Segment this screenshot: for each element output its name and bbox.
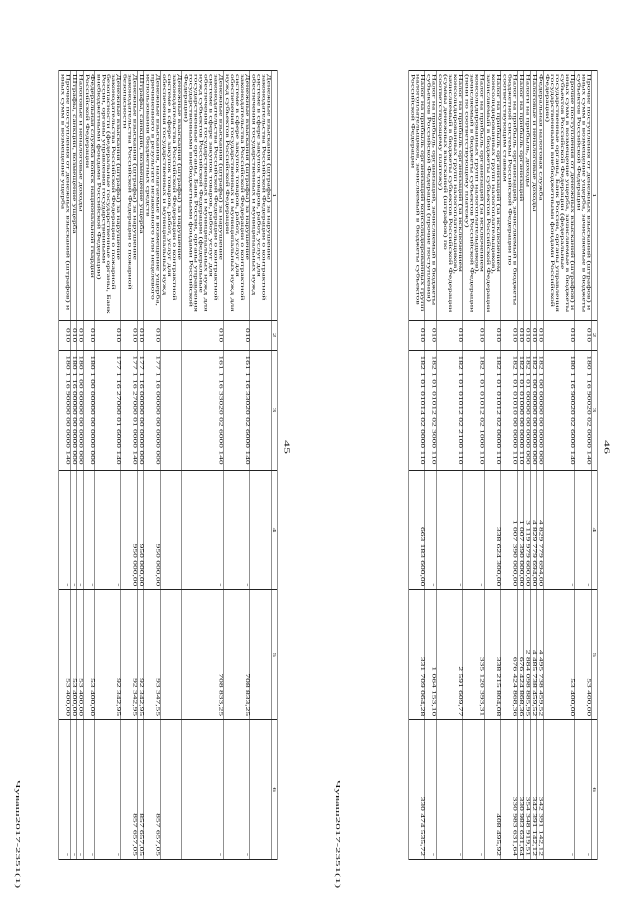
unexecuted-amount-cell: - [463,720,484,860]
executed-amount-cell [160,590,181,720]
unexecuted-amount-cell: - [425,720,436,860]
budget-code-cell: 180 1 00 00000 00 0000 000 [83,350,94,470]
unexecuted-amount-cell: 342 391 142,12 [537,720,543,860]
executed-amount-cell: 2 884 098 885,95 [524,590,530,720]
approved-amount-cell: - [182,470,223,590]
table-row [537,71,543,860]
approved-amount-cell: - [543,470,574,590]
approved-amount-cell: - [463,470,484,590]
page-number: 46 [602,440,610,454]
executed-amount-cell: 4 485 738 459,52 [530,590,536,720]
row-name-cell: Налог на прибыль организаций, зачисляемый в бюджеты бюджетной системы Российской Федерации по соответствующим ставкам [501,71,517,321]
table-body [409,71,591,860]
table-row [250,71,271,860]
line-code-cell: 010 [524,320,530,350]
row-name-cell: Налоговые и неналоговые доходы [77,71,83,321]
table-row [77,71,83,860]
approved-amount-cell: 950 000,00 [121,470,137,590]
row-name-cell: Налог на прибыль организаций (за исключением консолидированных групп налогоплательщиков), зачисляемый в бюджеты субъектов Российской Федерации [484,71,500,321]
approved-amount-cell: 663 183 600,00 [409,470,425,590]
table-body [59,71,271,860]
line-code-cell: 010 [501,320,517,350]
budget-code-cell: 182 1 01 01014 02 0000 110 [409,350,425,470]
row-name-cell: Прочие поступления от денежных взысканий (штрафов) и иных сумм в возмещение ущерба [59,71,70,321]
unexecuted-amount-cell: - [182,720,223,860]
budget-code-cell: 182 1 01 00000 00 0000 000 [524,350,530,470]
table-row [121,71,137,860]
row-name-cell: Налог на прибыль организаций (за исключением консолидированных групп налогоплательщиков), зачисляемый в бюджеты субъектов Российской Федерации (пени по соответствующему платежу) [463,71,484,321]
unexecuted-amount-cell: 408 495,92 [484,720,500,860]
unexecuted-amount-cell: 330 474 535,72 [409,720,425,860]
row-name-cell: Денежные взыскания (штрафы) за нарушение законодательства Российской Федерации о контрактной системе в сфере закупок товаров, работ, услуг для обеспечения государственных и муниципальных нужд для нужд субъектов Российской Федерации (федеральные государственные органы, Банк России, органы управления государственными внебюджетными фондами Российской Федерации) [182,71,223,321]
line-code-cell: 010 [95,320,121,350]
table-row [83,71,94,860]
table-row [543,71,574,860]
unexecuted-amount-cell: 857 657,05 [121,720,137,860]
unexecuted-amount-cell: 330 983 631,64 [501,720,517,860]
budget-code-cell: 182 1 00 00000 00 0000 000 [537,350,543,470]
executed-amount-cell [250,590,271,720]
approved-amount-cell: - [59,470,70,590]
column-header: 1 [271,71,277,321]
line-code-cell: 010 [425,320,436,350]
budget-code-cell: 177 1 16 00000 00 0000 000 [137,350,143,470]
executed-amount-cell: 708 833,25 [223,590,249,720]
column-header: 4 [591,470,597,590]
budget-code-cell: 161 1 16 33020 02 6000 140 [182,350,223,470]
approved-amount-cell: 1 007 390 000,00 [517,470,523,590]
budget-code-cell: 180 1 16 90020 02 6000 140 [543,350,574,470]
executed-amount-cell: 1 064 153,10 [425,590,436,720]
revenue-table [58,70,277,860]
table-row [223,71,249,860]
table-row [501,71,517,860]
line-code-cell [250,320,271,350]
unexecuted-amount-cell: - [223,720,249,860]
table-row [575,71,591,860]
executed-amount-cell: 92 342,95 [121,590,137,720]
executed-amount-cell: 92 342,95 [137,590,143,720]
document-code: Чуваш2017-2351(1) [14,780,22,889]
table-row [463,71,484,860]
line-code-cell: 010 [70,320,76,350]
line-code-cell: 010 [144,320,160,350]
unexecuted-amount-cell: 857 657,05 [144,720,160,860]
unexecuted-amount-cell: - [83,720,94,860]
unexecuted-amount-cell: - [95,720,121,860]
column-header: 3 [591,350,597,470]
row-name-cell: Денежные взыскания (штрафы) за нарушение законодательства Российской Федерации о пожарной безопасности [121,71,137,321]
approved-amount-cell [160,470,181,590]
table-row [436,71,462,860]
row-name-cell: Денежные взыскания (штрафы) за нарушение законодательства Российской Федерации о пожарной безопасности (федеральные государственные органы, Банк России, органы управления государственными внебюджетными фондами Российской Федерации) [95,71,121,321]
table-row [425,71,436,860]
row-name-cell: Налог на прибыль организаций (за исключением консолидированных групп налогоплательщиков), зачисляемый в бюджеты субъектов Российской Федерации (суммы денежных взысканий (штрафов) по соответствующему платежу) [436,71,462,321]
table-row [160,71,181,860]
executed-amount-cell: 92 342,95 [95,590,121,720]
unexecuted-amount-cell: - [59,720,70,860]
row-name-cell: Федеральная служба войск национальной гвардии Российской Федерации [83,71,94,321]
executed-amount-cell: 708 833,25 [182,590,223,720]
approved-amount-cell: 4 829 779 694,00 [530,470,536,590]
approved-amount-cell: 950 000,00 [144,470,160,590]
line-code-cell: 010 [530,320,536,350]
executed-amount-cell: 331 709 064,28 [409,590,425,720]
approved-amount-cell: - [223,470,249,590]
row-name-cell: Налог на прибыль организаций, зачисляемый в бюджеты субъектов Российской Федерации (прочие поступления) [425,71,436,321]
budget-code-cell: 182 1 00 00000 00 0000 000 [530,350,536,470]
budget-code-cell: 182 1 01 01012 02 3000 110 [425,350,436,470]
page-number: 45 [282,440,290,454]
column-header: 2 [271,320,277,350]
unexecuted-amount-cell [160,720,181,860]
budget-code-cell: 180 1 00 00000 00 0000 000 [77,350,83,470]
approved-amount-cell: - [425,470,436,590]
approved-amount-cell: - [436,470,462,590]
row-name-cell: Налоговые и неналоговые доходы [530,71,536,321]
line-code-cell: 010 [83,320,94,350]
column-header: 4 [271,470,277,590]
line-code-cell [160,320,181,350]
budget-code-cell: 182 1 01 01010 00 0000 110 [501,350,517,470]
approved-amount-cell: - [83,470,94,590]
approved-amount-cell: 1 007 390 000,00 [501,470,517,590]
approved-amount-cell [250,470,271,590]
revenue-table [408,70,597,860]
row-name-cell: Налог на прибыль организаций консолидированных групп налогоплательщиков, зачисляемый в бюджеты субъектов Российской Федерации [409,71,425,321]
table-row [517,71,523,860]
unexecuted-amount-cell: - [70,720,76,860]
column-header: 5 [271,590,277,720]
column-header: 6 [591,720,597,860]
line-code-cell: 010 [484,320,500,350]
table-row [182,71,223,860]
row-name-cell: Штрафы, санкции, возмещение ущерба [70,71,76,321]
line-code-cell: 010 [463,320,484,350]
line-code-cell: 010 [436,320,462,350]
executed-amount-cell: 93 347,55 [144,590,160,720]
line-code-cell: 010 [517,320,523,350]
column-number-row [271,71,277,860]
unexecuted-amount-cell: - [436,720,462,860]
unexecuted-amount-cell: 342 391 142,12 [530,720,536,860]
row-name-cell: Прочие поступления от денежных взысканий (штрафов) и иных сумм в возмещение ущерба, зачисляемые в бюджеты субъектов Российской Федерации (федеральные государственные органы, Банк России, органы управления государственными внебюджетными фондами Российской Федерации) [543,71,574,321]
unexecuted-amount-cell: 354 348 919,51 [524,720,530,860]
executed-amount-cell: 53 400,00 [77,590,83,720]
unexecuted-amount-cell: - [543,720,574,860]
approved-amount-cell: - [77,470,83,590]
approved-amount-cell: 3 119 979 600,00 [524,470,530,590]
budget-code-cell: 182 1 01 01000 00 0000 110 [517,350,523,470]
budget-code-cell: 177 1 16 00000 00 0000 000 [144,350,160,470]
executed-amount-cell: 53 400,00 [70,590,76,720]
unexecuted-amount-cell: - [77,720,83,860]
executed-amount-cell: 53 400,00 [543,590,574,720]
row-name-cell: Денежные взыскания (штрафы) за нарушение законодательства Российской Федерации о контрактной системе в сфере закупок товаров, работ, услуг для обеспечения государственных и муниципальных нужд [250,71,271,321]
column-header: 1 [591,71,597,321]
approved-amount-cell: - [70,470,76,590]
column-header: 6 [271,720,277,860]
executed-amount-cell: 338 215 804,08 [484,590,500,720]
budget-code-cell: 180 1 16 90020 02 0000 140 [575,350,591,470]
executed-amount-cell: 676 424 868,36 [517,590,523,720]
row-name-cell: Налоги на прибыль, доходы [524,71,530,321]
line-code-cell: 010 [543,320,574,350]
line-code-cell: 010 [77,320,83,350]
budget-code-cell: 182 1 01 01012 02 2100 110 [436,350,462,470]
table-row [137,71,143,860]
executed-amount-cell: 2 591 609,77 [436,590,462,720]
column-header: 3 [271,350,277,470]
table-row [524,71,530,860]
approved-amount-cell: - [95,470,121,590]
table-row [70,71,76,860]
budget-code-cell: 180 1 16 00000 00 0000 000 [70,350,76,470]
line-code-cell: 010 [182,320,223,350]
line-code-cell: 010 [121,320,137,350]
budget-code-cell: 182 1 01 01012 02 0000 110 [484,350,500,470]
page-46-sheet [320,0,640,905]
executed-amount-cell: 676 424 868,36 [501,590,517,720]
table-row [95,71,121,860]
row-name-cell: Штрафы, санкции, возмещение ущерба [137,71,143,321]
line-code-cell: 010 [575,320,591,350]
unexecuted-amount-cell: 330 983 631,64 [517,720,523,860]
executed-amount-cell: 53 400,00 [59,590,70,720]
approved-amount-cell: 950 000,00 [137,470,143,590]
executed-amount-cell: 335 120 393,31 [463,590,484,720]
budget-code-cell: 161 1 16 33020 02 6000 140 [223,350,249,470]
line-code-cell: 010 [409,320,425,350]
column-header: 2 [591,320,597,350]
column-header: 5 [591,590,597,720]
table-row [409,71,425,860]
row-name-cell: Федеральная налоговая служба [537,71,543,321]
budget-code-cell: 177 1 16 27000 01 0000 140 [121,350,137,470]
line-code-cell: 010 [223,320,249,350]
executed-amount-cell: 4 495 738 459,52 [537,590,543,720]
line-code-cell: 010 [59,320,70,350]
approved-amount-cell: 4 829 779 694,00 [537,470,543,590]
page-46 [320,0,640,905]
table-row [144,71,160,860]
row-name-cell: Налог на прибыль организаций [517,71,523,321]
budget-code-cell [250,350,271,470]
budget-code-cell: 182 1 01 01012 02 1000 110 [463,350,484,470]
budget-code-cell: 180 1 16 90000 00 0000 140 [59,350,70,470]
table-row [59,71,70,860]
unexecuted-amount-cell [250,720,271,860]
line-code-cell: 010 [137,320,143,350]
budget-code-cell [160,350,181,470]
document-code: Чуваш2017-2351(1) [334,780,342,889]
executed-amount-cell: 53 400,00 [83,590,94,720]
column-number-row [591,71,597,860]
row-name-cell: Прочие поступления от денежных взысканий (штрафов) и иных сумм в возмещение ущерба, зачисляемые в бюджеты субъектов Российской Федерации [575,71,591,321]
budget-code-cell: 177 1 16 27000 01 6000 140 [95,350,121,470]
row-name-cell: Денежные взыскания (штрафы) за нарушение законодательства Российской Федерации о контрактной системе в сфере закупок товаров, работ, услуг для обеспечения государственных и муниципальных нужд [160,71,181,321]
table-row [484,71,500,860]
approved-amount-cell: 338 624 300,00 [484,470,500,590]
row-name-cell: Денежные взыскания, налагаемые в возмещение ущерба, причиненного в результате незаконного или нецелевого использования бюджетных средств [144,71,160,321]
unexecuted-amount-cell: - [575,720,591,860]
table-row [530,71,536,860]
line-code-cell: 010 [537,320,543,350]
approved-amount-cell: - [575,470,591,590]
unexecuted-amount-cell: 857 657,05 [137,720,143,860]
row-name-cell: Денежные взыскания (штрафы) за нарушение законодательства Российской Федерации о контрактной системе в сфере закупок товаров, работ, услуг для обеспечения государственных и муниципальных нужд для нужд субъектов Российской Федерации [223,71,249,321]
executed-amount-cell: 53 400,00 [575,590,591,720]
